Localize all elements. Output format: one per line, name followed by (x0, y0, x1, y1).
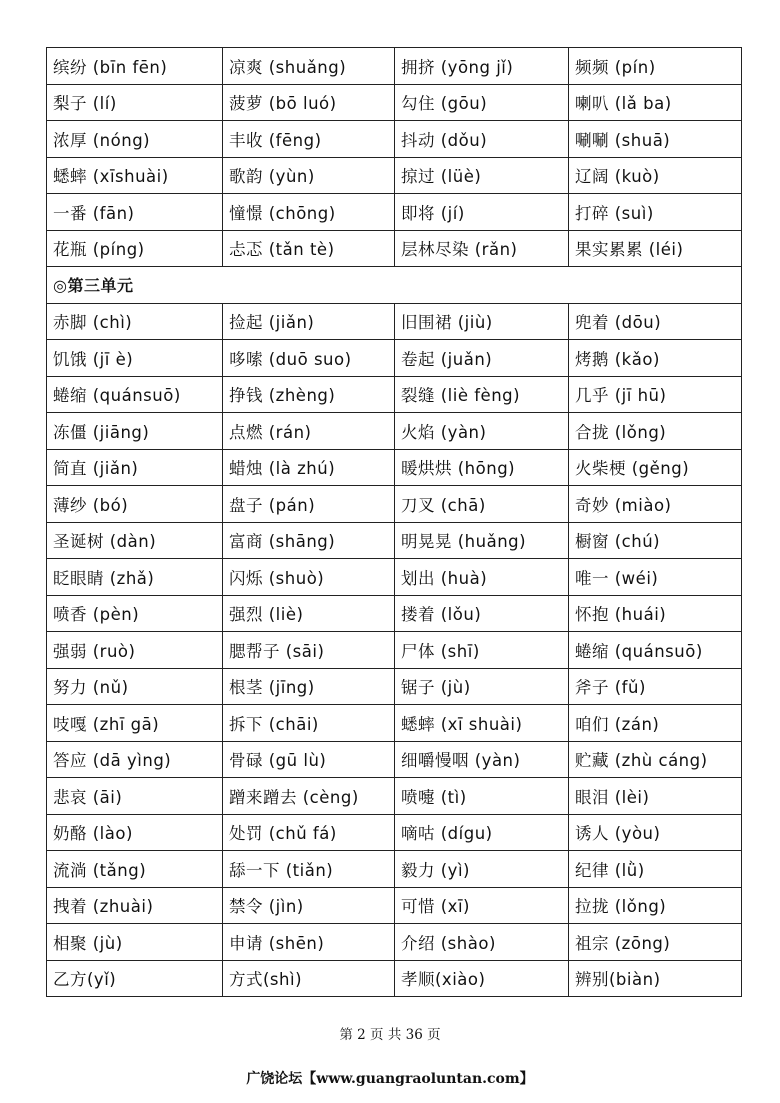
vocab-cell: 强烈 (liè) (223, 595, 395, 632)
table-row (47, 705, 742, 742)
vocab-cell: 层林尽染 (rǎn) (395, 230, 569, 267)
table-row (47, 449, 742, 486)
vocab-cell: 抖动 (dǒu) (395, 121, 569, 158)
vocab-cell: 蟋蟀 (xī shuài) (395, 705, 569, 742)
vocab-cell: 辨别(biàn) (569, 960, 742, 997)
page-number: 第 2 页 共 36 页 (339, 1027, 441, 1043)
vocab-cell: 处罚 (chǔ fá) (223, 814, 395, 851)
vocab-cell: 喷嚏 (tì) (395, 778, 569, 815)
footer-watermark: 广饶论坛【www.guangraoluntan.com】 (246, 1071, 534, 1087)
table-row (47, 851, 742, 888)
vocab-cell: 拉拢 (lǒng) (569, 887, 742, 924)
vocab-cell: 蜷缩 (quánsuō) (47, 376, 223, 413)
table-row (47, 741, 742, 778)
vocab-cell: 橱窗 (chú) (569, 522, 742, 559)
vocab-cell: 拆下 (chāi) (223, 705, 395, 742)
vocab-cell: 浓厚 (nóng) (47, 121, 223, 158)
vocab-cell: 介绍 (shào) (395, 924, 569, 961)
table-row (47, 668, 742, 705)
vocab-cell: 斧子 (fǔ) (569, 668, 742, 705)
vocab-cell: 明晃晃 (huǎng) (395, 522, 569, 559)
vocab-cell: 卷起 (juǎn) (395, 340, 569, 377)
vocab-cell: 掠过 (lüè) (395, 157, 569, 194)
table-row (47, 84, 742, 121)
vocab-cell: 努力 (nǔ) (47, 668, 223, 705)
vocab-cell: 菠萝 (bō luó) (223, 84, 395, 121)
vocab-cell: 强弱 (ruò) (47, 632, 223, 669)
vocab-cell: 辽阔 (kuò) (569, 157, 742, 194)
vocab-cell: 旧围裙 (jiù) (395, 303, 569, 340)
vocab-cell: 兜着 (dōu) (569, 303, 742, 340)
vocab-cell: 骨碌 (gū lù) (223, 741, 395, 778)
vocab-cell: 赤脚 (chì) (47, 303, 223, 340)
table-row (47, 924, 742, 961)
vocab-cell: 唯一 (wéi) (569, 559, 742, 596)
vocab-cell: 蜷缩 (quánsuō) (569, 632, 742, 669)
table-row (47, 121, 742, 158)
vocab-cell: 忐忑 (tǎn tè) (223, 230, 395, 267)
vocab-cell: 蜡烛 (là zhú) (223, 449, 395, 486)
vocab-cell: 拽着 (zhuài) (47, 887, 223, 924)
vocab-cell: 答应 (dā yìng) (47, 741, 223, 778)
vocab-cell: 奇妙 (miào) (569, 486, 742, 523)
section-header-row (47, 267, 742, 304)
vocab-cell: 蹭来蹭去 (cèng) (223, 778, 395, 815)
vocab-cell: 申请 (shēn) (223, 924, 395, 961)
vocab-cell: 火柴梗 (gěng) (569, 449, 742, 486)
table-row (47, 778, 742, 815)
vocab-cell: 搂着 (lǒu) (395, 595, 569, 632)
vocab-cell: 富商 (shāng) (223, 522, 395, 559)
vocab-cell: 打碎 (suì) (569, 194, 742, 231)
vocab-cell: 划出 (huà) (395, 559, 569, 596)
vocab-cell: 嘀咕 (dígu) (395, 814, 569, 851)
section-title: ◎第三单元 (47, 267, 742, 304)
vocab-cell: 喇叭 (lǎ ba) (569, 84, 742, 121)
vocab-cell: 唰唰 (shuā) (569, 121, 742, 158)
vocab-cell: 凉爽 (shuǎng) (223, 48, 395, 85)
table-row (47, 595, 742, 632)
vocab-cell: 刀叉 (chā) (395, 486, 569, 523)
vocab-cell: 祖宗 (zōng) (569, 924, 742, 961)
vocab-cell: 闪烁 (shuò) (223, 559, 395, 596)
vocab-cell: 点燃 (rán) (223, 413, 395, 450)
table-row (47, 960, 742, 997)
table-row (47, 376, 742, 413)
vocab-cell: 火焰 (yàn) (395, 413, 569, 450)
table-row (47, 814, 742, 851)
vocab-cell: 捡起 (jiǎn) (223, 303, 395, 340)
vocab-cell: 饥饿 (jī è) (47, 340, 223, 377)
table-row (47, 632, 742, 669)
vocab-cell: 怀抱 (huái) (569, 595, 742, 632)
vocab-cell: 盘子 (pán) (223, 486, 395, 523)
vocabulary-table-body (47, 48, 742, 997)
vocab-cell: 相聚 (jù) (47, 924, 223, 961)
vocab-cell: 尸体 (shī) (395, 632, 569, 669)
vocab-cell: 圣诞树 (dàn) (47, 522, 223, 559)
table-row (47, 413, 742, 450)
vocab-cell: 频频 (pín) (569, 48, 742, 85)
vocab-cell: 孝顺(xiào) (395, 960, 569, 997)
vocab-cell: 简直 (jiǎn) (47, 449, 223, 486)
table-row (47, 887, 742, 924)
vocab-cell: 冻僵 (jiāng) (47, 413, 223, 450)
vocab-cell: 腮帮子 (sāi) (223, 632, 395, 669)
table-row (47, 486, 742, 523)
vocab-cell: 悲哀 (āi) (47, 778, 223, 815)
vocab-cell: 眨眼睛 (zhǎ) (47, 559, 223, 596)
table-row (47, 230, 742, 267)
vocab-cell: 憧憬 (chōng) (223, 194, 395, 231)
table-row (47, 522, 742, 559)
vocab-cell: 薄纱 (bó) (47, 486, 223, 523)
vocab-cell: 眼泪 (lèi) (569, 778, 742, 815)
vocab-cell: 蟋蟀 (xīshuài) (47, 157, 223, 194)
vocab-cell: 缤纷 (bīn fēn) (47, 48, 223, 85)
vocab-cell: 花瓶 (píng) (47, 230, 223, 267)
vocab-cell: 吱嘎 (zhī gā) (47, 705, 223, 742)
vocab-cell: 纪律 (lǜ) (569, 851, 742, 888)
vocab-cell: 即将 (jí) (395, 194, 569, 231)
vocab-cell: 一番 (fān) (47, 194, 223, 231)
vocab-cell: 贮藏 (zhù cáng) (569, 741, 742, 778)
table-row (47, 303, 742, 340)
vocab-cell: 可惜 (xī) (395, 887, 569, 924)
vocab-cell: 毅力 (yì) (395, 851, 569, 888)
vocab-cell: 锯子 (jù) (395, 668, 569, 705)
vocabulary-table (46, 47, 742, 997)
vocab-cell: 暖烘烘 (hōng) (395, 449, 569, 486)
vocab-cell: 舔一下 (tiǎn) (223, 851, 395, 888)
vocab-cell: 奶酪 (lào) (47, 814, 223, 851)
table-row (47, 48, 742, 85)
vocab-cell: 果实累累 (léi) (569, 230, 742, 267)
vocab-cell: 细嚼慢咽 (yàn) (395, 741, 569, 778)
vocab-cell: 合拢 (lǒng) (569, 413, 742, 450)
vocab-cell: 乙方(yǐ) (47, 960, 223, 997)
vocab-cell: 哆嗦 (duō suo) (223, 340, 395, 377)
vocab-cell: 流淌 (tǎng) (47, 851, 223, 888)
vocab-cell: 几乎 (jī hū) (569, 376, 742, 413)
table-row (47, 157, 742, 194)
vocab-cell: 喷香 (pèn) (47, 595, 223, 632)
vocab-cell: 诱人 (yòu) (569, 814, 742, 851)
vocab-cell: 根茎 (jīng) (223, 668, 395, 705)
vocab-cell: 方式(shì) (223, 960, 395, 997)
table-row (47, 194, 742, 231)
vocab-cell: 歌韵 (yùn) (223, 157, 395, 194)
table-row (47, 559, 742, 596)
vocab-cell: 烤鹅 (kǎo) (569, 340, 742, 377)
vocab-cell: 禁令 (jìn) (223, 887, 395, 924)
table-row (47, 340, 742, 377)
vocab-cell: 咱们 (zán) (569, 705, 742, 742)
vocab-cell: 梨子 (lí) (47, 84, 223, 121)
vocab-cell: 挣钱 (zhèng) (223, 376, 395, 413)
vocab-cell: 勾住 (gōu) (395, 84, 569, 121)
vocab-cell: 拥挤 (yōng jǐ) (395, 48, 569, 85)
vocab-cell: 丰收 (fēng) (223, 121, 395, 158)
vocab-cell: 裂缝 (liè fèng) (395, 376, 569, 413)
